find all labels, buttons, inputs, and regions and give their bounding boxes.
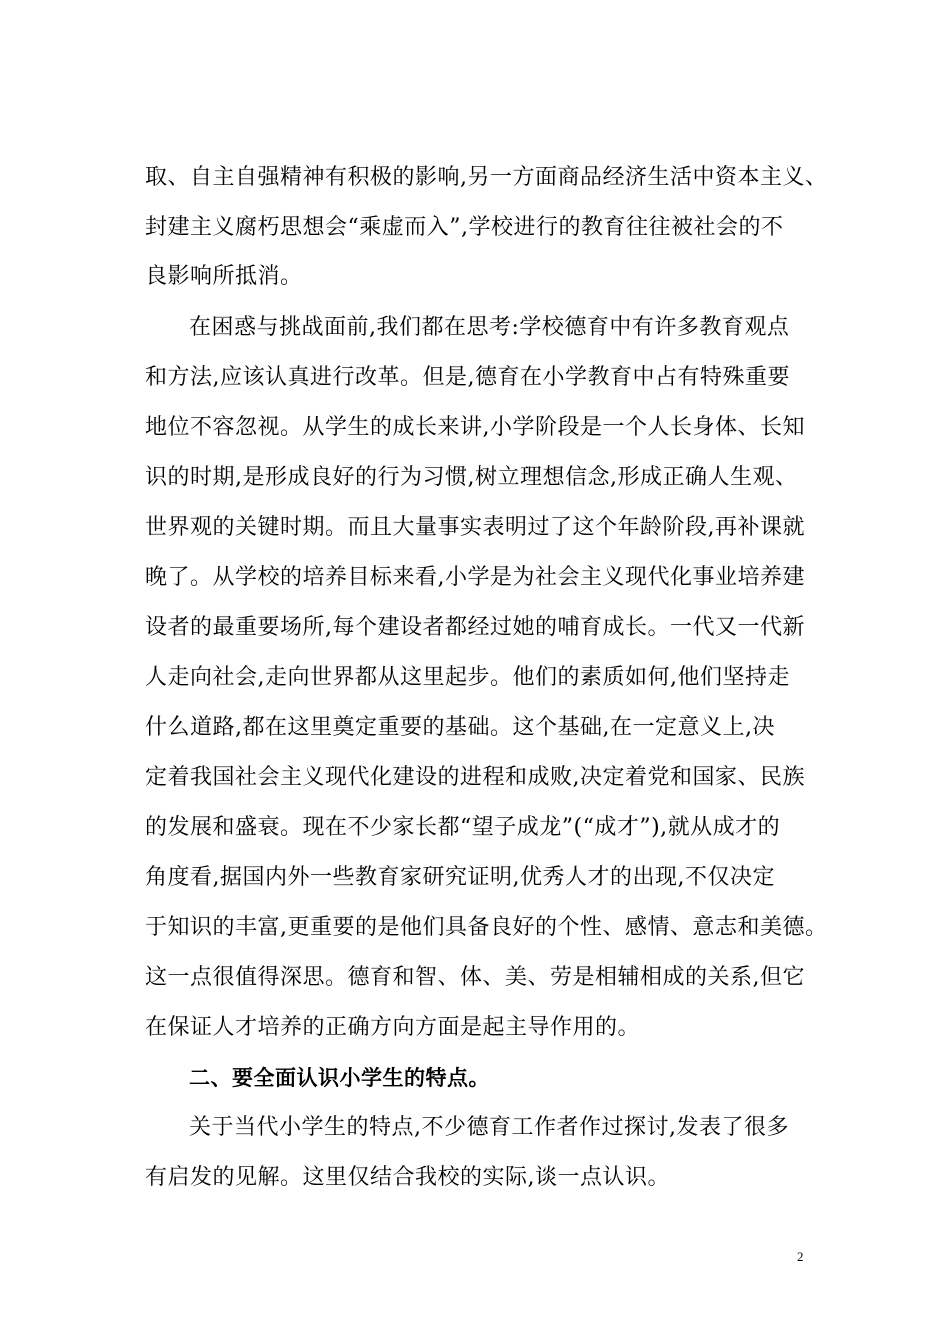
text-line: 角度看,据国内外一些教育家研究证明,优秀人才的出现,不仅决定: [145, 865, 775, 890]
page-number: 2: [797, 1249, 804, 1264]
text-line: 有启发的见解。这里仅结合我校的实际,谈一点认识。: [145, 1165, 670, 1190]
text-line: 晚了。从学校的培养目标来看,小学是为社会主义现代化事业培养建: [145, 565, 805, 590]
text-line: 设者的最重要场所,每个建设者都经过她的哺育成长。一代又一代新: [145, 615, 805, 640]
text-line: 在困惑与挑战面前,我们都在思考:学校德育中有许多教育观点: [189, 315, 790, 340]
text-line: 封建主义腐朽思想会“乘虚而入”,学校进行的教育往往被社会的不: [145, 215, 784, 240]
text-line: 在保证人才培养的正确方向方面是起主导作用的。: [145, 1015, 641, 1040]
section-heading: 二、要全面认识小学生的特点。: [189, 1066, 490, 1090]
text-line: 和方法,应该认真进行改革。但是,德育在小学教育中占有特殊重要: [145, 365, 790, 390]
text-line: 取、自主自强精神有积极的影响,另一方面商品经济生活中资本主义、: [145, 165, 828, 190]
text-line: 于知识的丰富,更重要的是他们具备良好的个性、感情、意志和美德。: [145, 915, 828, 940]
text-line: 定着我国社会主义现代化建设的进程和成败,决定着党和国家、民族: [145, 765, 805, 790]
text-line: 这一点很值得深思。德育和智、体、美、劳是相辅相成的关系,但它: [145, 965, 805, 990]
text-line: 关于当代小学生的特点,不少德育工作者作过探讨,发表了很多: [189, 1115, 789, 1140]
text-line: 地位不容忽视。从学生的成长来讲,小学阶段是一个人长身体、长知: [145, 415, 805, 440]
text-line: 良影响所抵消。: [145, 264, 303, 289]
text-line: 世界观的关键时期。而且大量事实表明过了这个年龄阶段,再补课就: [145, 515, 805, 540]
text-line: 识的时期,是形成良好的行为习惯,树立理想信念,形成正确人生观、: [145, 465, 798, 490]
text-line: 的发展和盛衰。现在不少家长都“望子成龙”(“成才”),就从成才的: [145, 815, 781, 840]
text-line: 什么道路,都在这里奠定重要的基础。这个基础,在一定意义上,决: [145, 715, 775, 740]
text-line: 人走向社会,走向世界都从这里起步。他们的素质如何,他们坚持走: [145, 665, 790, 690]
